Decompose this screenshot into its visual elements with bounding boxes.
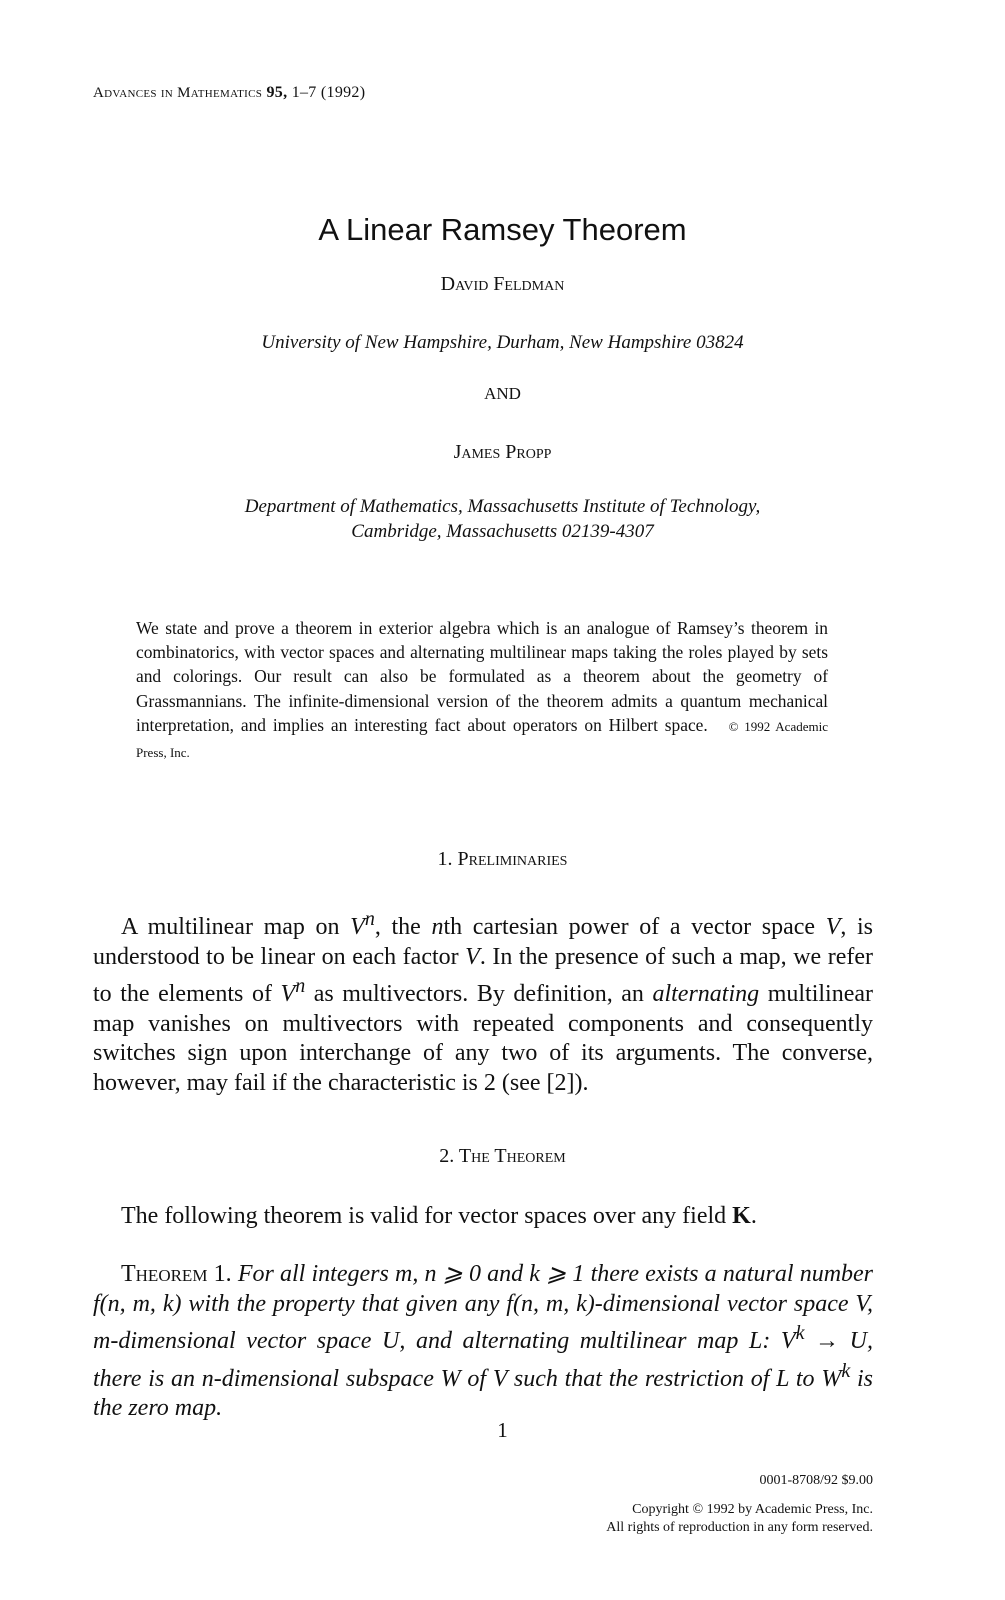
section-1-paragraph: A multilinear map on $V^n$, the nth cartesian power of a vector space V, is understood to be linear on each factor V. In the presence of such a map, we refer to the elements of $V^n$ as multivectors. By definition, an alternating multilinear map vanishes on multivectors with repeated components and consequently switches sign upon interchange of any two of its arguments. The converse, however, may fail if the characteristic is 2 (see [2]).	[93, 908, 874, 1096]
author-1-affiliation: University of New Hampshire, Durham, New Hampshire 03824	[261, 332, 744, 353]
page-number: 1	[497, 1418, 508, 1442]
footer-copyright: Copyright © 1992 by Academic Press, Inc.	[632, 1502, 873, 1517]
journal-header	[93, 84, 365, 102]
section-2-intro: The following theorem is valid for vector spaces over any field K.	[121, 1203, 757, 1229]
author-2-affiliation-line-1: Department of Mathematics, Massachusetts Institute of Technology,	[244, 496, 761, 517]
and-separator: AND	[484, 384, 521, 403]
footer-rights: All rights of reproduction in any form reserved.	[606, 1520, 873, 1535]
theorem-label: Theorem 1.	[121, 1261, 232, 1287]
journal-name: Advances in Mathematics	[93, 85, 263, 101]
journal-volume: 95,	[266, 84, 288, 101]
section-2-heading: 2. The Theorem	[439, 1145, 566, 1167]
abstract-text: We state and prove a theorem in exterior algebra which is an analogue of Ramsey’s theorem in combinatorics, with vector spaces and alternating multilinear maps taking the roles played by sets and colorings. Our result can also be formulated as a theorem about the geometry of Grassmannians. The infinite-dimensional version of the theorem admits a quantum mechanical interpretation, and implies an interesting fact about operators on Hilbert space.	[136, 618, 828, 735]
author-2-name: James Propp	[453, 441, 552, 463]
abstract	[136, 616, 828, 765]
author-1-name: David Feldman	[440, 273, 565, 295]
author-2-affiliation-line-2: Cambridge, Massachusetts 02139-4307	[351, 521, 654, 542]
abstract-copyright: © 1992 Academic Press, Inc.	[136, 718, 828, 761]
paper-title: A Linear Ramsey Theorem	[318, 212, 687, 247]
theorem-1: Theorem 1. For all integers m, n ⩾ 0 and k ⩾ 1 there exists a natural number f(n, m, k) with the property that given any f(n, m, k)-dimensional vector space V, m-dimensional vector space U, and alternating multilinear map L: $V^k \to U$, there is an n-dimensional subspace W of V such that the restriction of L to $W^k$ is the zero map.	[93, 1261, 874, 1422]
journal-pages-year: 1–7 (1992)	[287, 84, 366, 101]
footer-code: 0001-8708/92 $9.00	[759, 1473, 873, 1488]
section-1-heading: 1. Preliminaries	[437, 848, 568, 870]
